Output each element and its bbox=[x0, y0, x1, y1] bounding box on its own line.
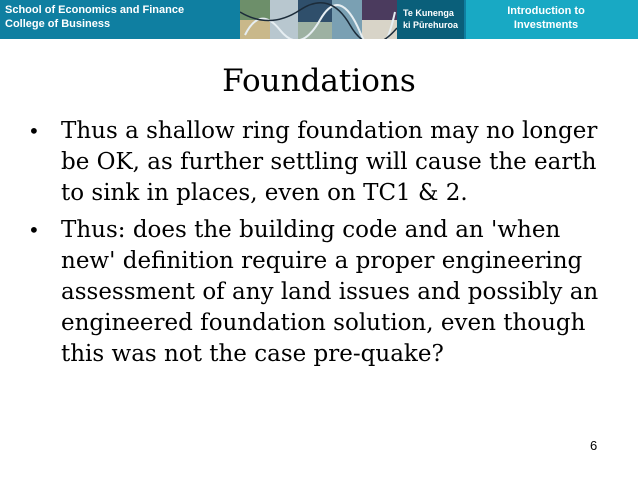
header-photo-mosaic bbox=[240, 0, 397, 39]
course-name bbox=[466, 4, 626, 32]
slide-title: Foundations bbox=[222, 63, 416, 99]
school-line-1: School of Economics and Finance bbox=[5, 4, 185, 16]
bullet-list bbox=[22, 116, 602, 376]
bullet-glyph: • bbox=[28, 119, 40, 143]
page-number: 6 bbox=[590, 438, 598, 453]
bullet-glyph: • bbox=[28, 218, 40, 242]
university-line-1: Te Kunenga bbox=[403, 8, 454, 18]
bullet-text: Thus a shallow ring foundation may no longer be OK, as further settling will cause the earth to sink in places, even on TC1 & 2. bbox=[61, 118, 598, 206]
course-line-1: Introduction to bbox=[507, 5, 585, 17]
course-line-2: Investments bbox=[513, 19, 579, 31]
bullet-item bbox=[22, 116, 602, 209]
university-logo bbox=[397, 0, 464, 39]
bullet-item bbox=[22, 215, 602, 370]
school-line-2: College of Business bbox=[5, 18, 111, 30]
course-box bbox=[466, 0, 638, 39]
school-name bbox=[5, 3, 184, 31]
bullet-text: Thus: does the building code and an 'when new' definition require a proper engineering assessment of any land issues and possibly an engineered foundation solution, even though this was not the case pre-quake? bbox=[61, 217, 599, 367]
university-line-2: ki Pūrehuroa bbox=[403, 20, 459, 30]
header-banner bbox=[0, 0, 638, 39]
